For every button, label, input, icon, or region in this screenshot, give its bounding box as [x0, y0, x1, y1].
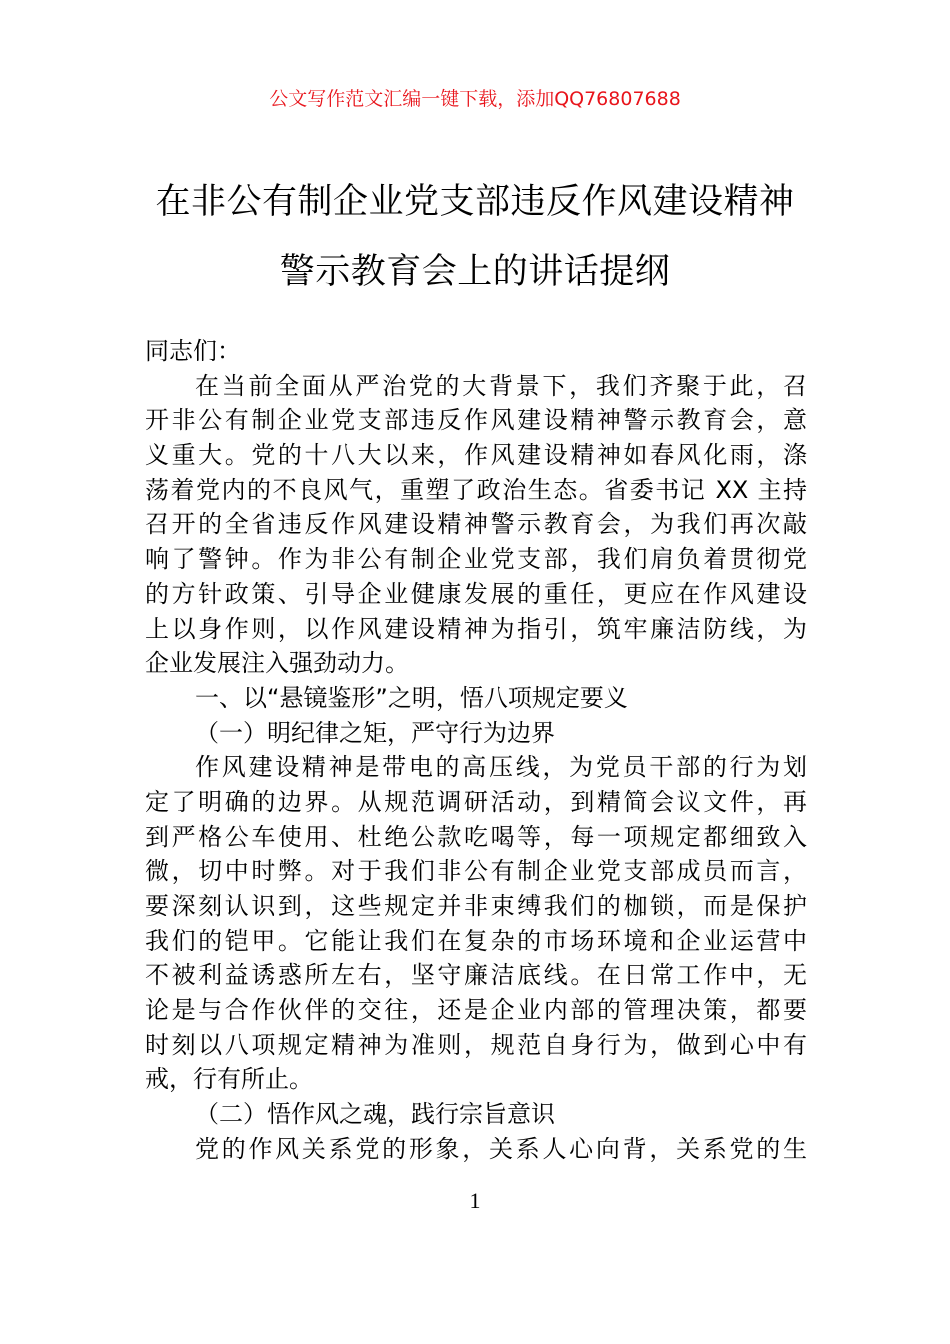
text-line: 上以身作则，以作风建设精神为指引，筑牢廉洁防线，为 [145, 614, 807, 643]
text-line: 时刻以八项规定精神为准则，规范自身行为，做到心中有 [145, 1030, 807, 1059]
text-line: 要深刻认识到，这些规定并非束缚我们的枷锁，而是保护 [145, 892, 807, 920]
text-line: 同志们： [145, 337, 241, 365]
text-line: 到严格公车使用、杜绝公款吃喝等，每一项规定都细致入 [145, 822, 807, 851]
text-line: （二）悟作风之魂，践行宗旨意识 [195, 1100, 555, 1129]
page-number: 1 [469, 1188, 481, 1213]
text-line: 戒，行有所止。 [145, 1065, 313, 1094]
text-line: 的方针政策、引导企业健康发展的重任，更应在作风建设 [145, 579, 807, 608]
text-line: 义重大。党的十八大以来，作风建设精神如春风化雨，涤 [145, 441, 807, 470]
text-line: 作风建设精神是带电的高压线，为党员干部的行为划 [195, 753, 807, 782]
text-line: 一、以“悬镜鉴形”之明，悟八项规定要义 [195, 683, 628, 712]
title-line-2: 警示教育会上的讲话提纲 [279, 252, 671, 292]
text-line: 论是与合作伙伴的交往，还是企业内部的管理决策，都要 [145, 996, 807, 1025]
text-line: 微，切中时弊。对于我们非公有制企业党支部成员而言， [145, 857, 807, 886]
text-line: 开非公有制企业党支部违反作风建设精神警示教育会，意 [145, 406, 807, 435]
text-line: 召开的全省违反作风建设精神警示教育会，为我们再次敲 [145, 510, 807, 539]
text-line: 企业发展注入强劲动力。 [145, 649, 409, 678]
title-line-1: 在非公有制企业党支部违反作风建设精神 [155, 182, 795, 222]
text-line: （一）明纪律之矩，严守行为边界 [195, 718, 555, 747]
text-line: 我们的铠甲。它能让我们在复杂的市场环境和企业运营中 [145, 926, 807, 955]
header-banner: 公文写作范文汇编一键下载，添加QQ76807688 [269, 88, 681, 110]
text-line: 定了明确的边界。从规范调研活动，到精简会议文件，再 [145, 787, 807, 816]
text-line: 在当前全面从严治党的大背景下，我们齐聚于此，召 [195, 371, 807, 400]
document-body [145, 334, 807, 1167]
text-line: 响了警钟。作为非公有制企业党支部，我们肩负着贯彻党 [145, 545, 807, 574]
text-line: 不被利益诱惑所左右，坚守廉洁底线。在日常工作中，无 [145, 961, 807, 990]
text-line: 党的作风关系党的形象，关系人心向背，关系党的生 [195, 1134, 807, 1163]
text-line: 荡着党内的不良风气，重塑了政治生态。省委书记 XX 主持 [145, 475, 807, 504]
